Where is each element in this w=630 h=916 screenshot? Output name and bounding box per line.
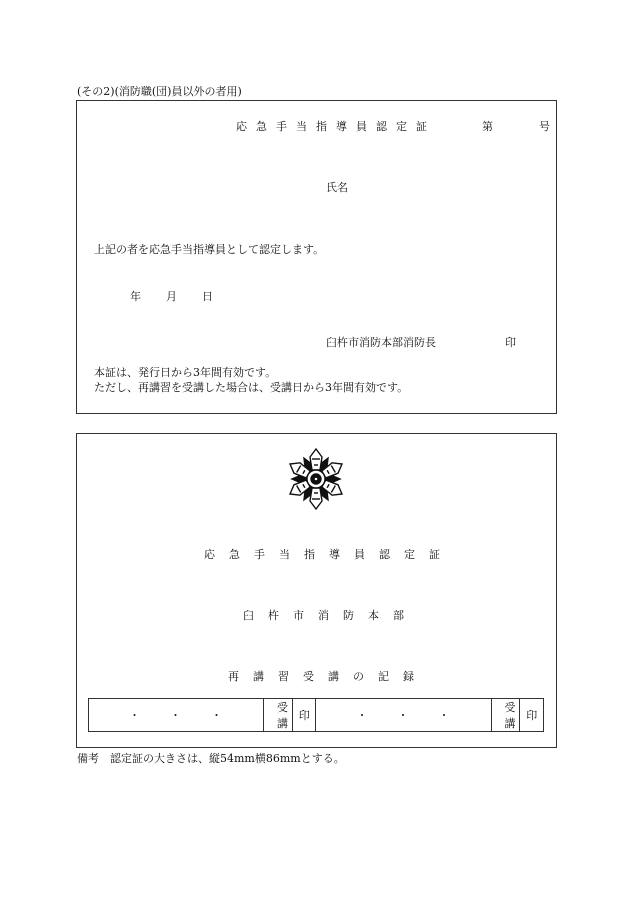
fire-department-emblem-icon (284, 447, 348, 511)
record-attended-2: 受講 (491, 699, 520, 732)
name-label: 氏名 (326, 181, 348, 194)
date-year: 年 (130, 290, 141, 303)
validity-line-2: ただし、再講習を受講した場合は、受講日から3年間有効です。 (94, 381, 409, 394)
number-suffix: 号 (539, 120, 550, 133)
issuer: 臼杵市消防本部消防長 (326, 336, 436, 349)
record-date-2: ・・・ (316, 699, 491, 732)
back-title: 応急手当指導員認定証 (204, 548, 454, 561)
front-title: 応急手当指導員認定証 (236, 120, 436, 133)
attendance-record-row (89, 699, 544, 732)
record-heading: 再講習受講の記録 (228, 670, 428, 683)
number-prefix: 第 (482, 120, 493, 133)
header-note: (その2)(消防職(団)員以外の者用) (77, 85, 242, 98)
back-organization: 臼杵市消防本部 (243, 609, 418, 622)
record-seal-2: 印 (520, 699, 544, 732)
issuer-seal: 印 (505, 336, 516, 349)
record-seal-1: 印 (292, 699, 316, 732)
footnote: 備考 認定証の大きさは、縦54mm横86mmとする。 (77, 752, 345, 765)
record-attended-1: 受講 (264, 699, 293, 732)
date-month: 月 (166, 290, 177, 303)
certification-statement: 上記の者を応急手当指導員として認定します。 (94, 243, 325, 256)
validity-line-1: 本証は、発行日から3年間有効です。 (94, 366, 277, 379)
record-date-1: ・・・ (89, 699, 264, 732)
attendance-record-table (88, 698, 544, 732)
date-day: 日 (202, 290, 213, 303)
